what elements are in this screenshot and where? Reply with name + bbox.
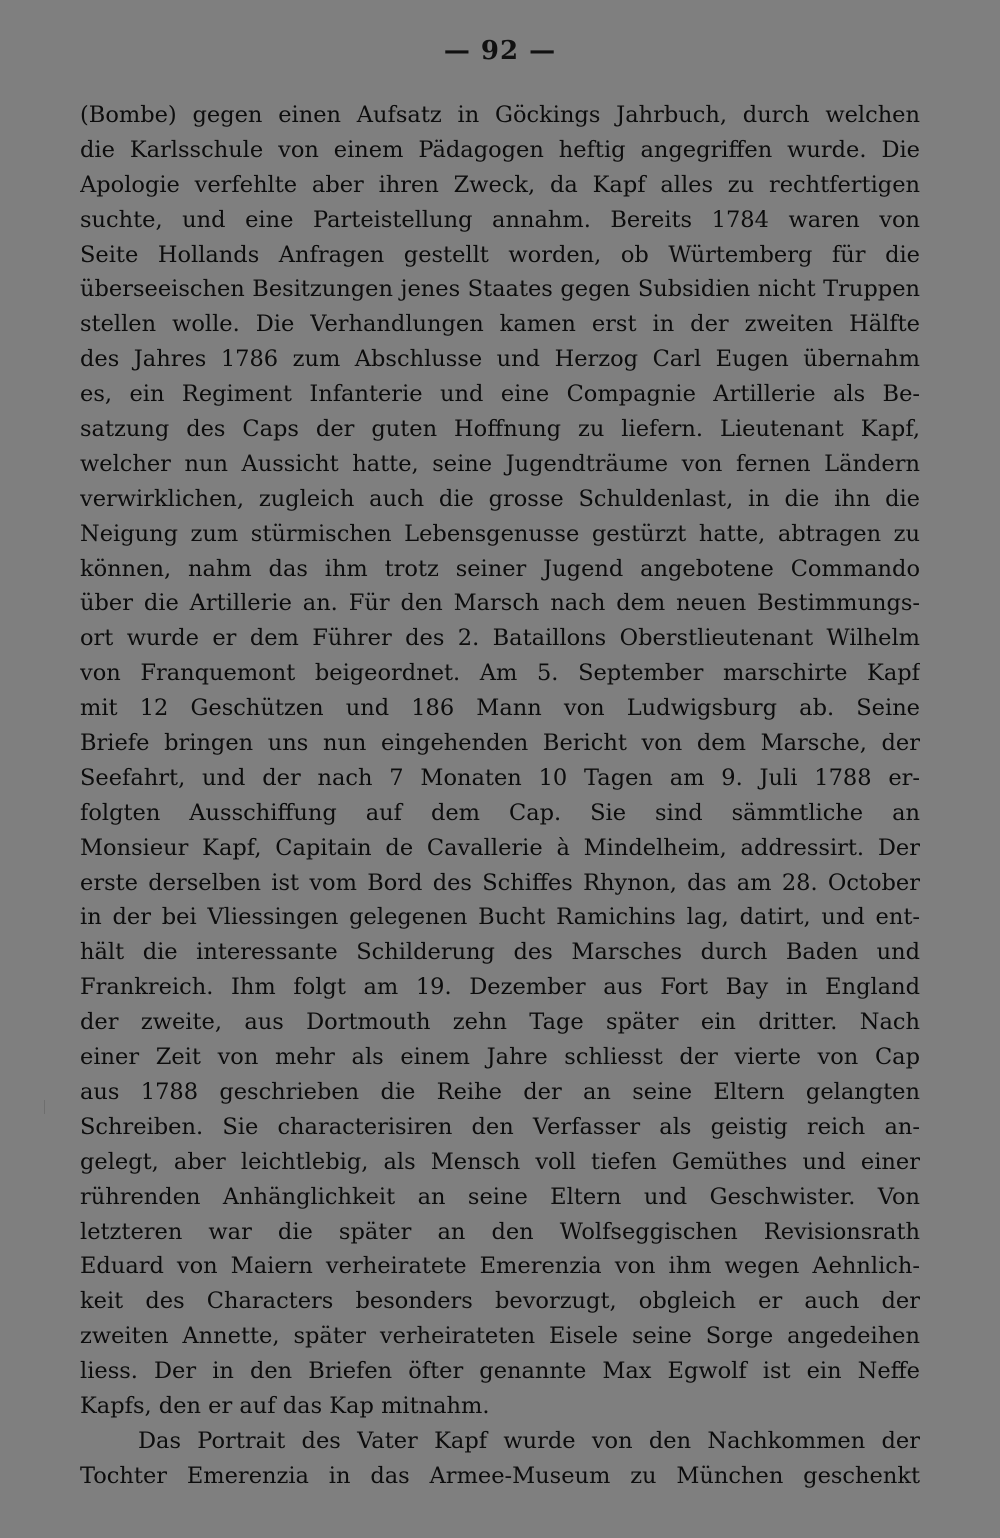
text-line: gelegt, aber leichtlebig, als Mensch voll tiefen Gemüthes und einer bbox=[80, 1148, 920, 1175]
text-line: in der bei Vliessingen gelegenen Bucht Ramichins lag, datirt, und ent- bbox=[80, 904, 920, 931]
margin-mark bbox=[44, 1100, 45, 1114]
text-line: satzung des Caps der guten Hoffnung zu liefern. Lieutenant Kapf, bbox=[80, 416, 920, 443]
text-line: stellen wolle. Die Verhandlungen kamen erst in der zweiten Hälfte bbox=[80, 311, 920, 338]
text-line: ort wurde er dem Führer des 2. Bataillons Oberstlieutenant Wilhelm bbox=[80, 625, 920, 652]
text-line: mit 12 Geschützen und 186 Mann von Ludwigsburg ab. Seine bbox=[80, 695, 920, 722]
text-line: Apologie verfehlte aber ihren Zweck, da Kapf alles zu rechtfertigen bbox=[80, 171, 920, 198]
text-line: verwirklichen, zugleich auch die grosse Schuldenlast, in die ihn die bbox=[80, 485, 920, 512]
text-line: es, ein Regiment Infanterie und eine Compagnie Artillerie als Be- bbox=[80, 381, 920, 408]
text-line: über die Artillerie an. Für den Marsch nach dem neuen Bestimmungs- bbox=[80, 590, 920, 617]
text-line: suchte, und eine Parteistellung annahm. Bereits 1784 waren von bbox=[80, 206, 920, 233]
text-line: Tochter Emerenzia in das Armee-Museum zu München geschenkt bbox=[80, 1462, 920, 1489]
body-text bbox=[80, 98, 920, 1494]
text-line: rührenden Anhänglichkeit an seine Eltern und Geschwister. Von bbox=[80, 1183, 920, 1210]
text-line: Seite Hollands Anfragen gestellt worden, ob Würtemberg für die bbox=[80, 241, 920, 268]
text-line: überseeischen Besitzungen jenes Staates gegen Subsidien nicht Truppen bbox=[80, 276, 920, 303]
text-line: erste derselben ist vom Bord des Schiffes Rhynon, das am 28. October bbox=[80, 869, 920, 896]
text-line: können, nahm das ihm trotz seiner Jugend angebotene Commando bbox=[80, 555, 920, 582]
text-line: letzteren war die später an den Wolfseggischen Revisionsrath bbox=[80, 1218, 920, 1245]
text-line: Neigung zum stürmischen Lebensgenusse gestürzt hatte, abtragen zu bbox=[80, 520, 920, 547]
page-number: — 92 — bbox=[443, 36, 557, 66]
text-line: hält die interessante Schilderung des Marsches durch Baden und bbox=[80, 939, 920, 966]
text-line: Frankreich. Ihm folgt am 19. Dezember aus Fort Bay in England bbox=[80, 974, 920, 1001]
text-line: (Bombe) gegen einen Aufsatz in Göckings Jahrbuch, durch welchen bbox=[80, 102, 920, 128]
text-line: zweiten Annette, später verheirateten Eisele seine Sorge angedeihen bbox=[80, 1323, 920, 1350]
text-line: liess. Der in den Briefen öfter genannte Max Egwolf ist ein Neffe bbox=[80, 1358, 920, 1385]
text-line: Seefahrt, und der nach 7 Monaten 10 Tagen am 9. Juli 1788 er- bbox=[80, 764, 920, 791]
text-line: Schreiben. Sie characterisiren den Verfasser als geistig reich an- bbox=[80, 1113, 920, 1140]
text-line: Eduard von Maiern verheiratete Emerenzia von ihm wegen Aehnlich- bbox=[80, 1253, 920, 1280]
text-line: Monsieur Kapf, Capitain de Cavallerie à Mindelheim, addressirt. Der bbox=[80, 834, 920, 861]
text-line: keit des Characters besonders bevorzugt, obgleich er auch der bbox=[80, 1288, 920, 1315]
text-line: einer Zeit von mehr als einem Jahre schliesst der vierte von Cap bbox=[80, 1044, 920, 1071]
text-line: der zweite, aus Dortmouth zehn Tage später ein dritter. Nach bbox=[80, 1009, 920, 1036]
text-line: folgten Ausschiffung auf dem Cap. Sie sind sämmtliche an bbox=[80, 799, 920, 826]
text-line: die Karlsschule von einem Pädagogen heftig angegriffen wurde. Die bbox=[80, 136, 920, 163]
text-line: aus 1788 geschrieben die Reihe der an seine Eltern gelangten bbox=[80, 1078, 920, 1105]
paragraph-end-line: Kapfs, den er auf das Kap mitnahm. bbox=[80, 1392, 490, 1419]
text-line: des Jahres 1786 zum Abschlusse und Herzog Carl Eugen übernahm bbox=[80, 346, 920, 373]
paragraph-start-line: Das Portrait des Vater Kapf wurde von den Nachkommen der bbox=[138, 1427, 920, 1454]
text-line: Briefe bringen uns nun eingehenden Bericht von dem Marsche, der bbox=[80, 730, 920, 757]
text-line: von Franquemont beigeordnet. Am 5. September marschirte Kapf bbox=[80, 660, 920, 687]
text-line: welcher nun Aussicht hatte, seine Jugendträume von fernen Ländern bbox=[80, 450, 920, 477]
